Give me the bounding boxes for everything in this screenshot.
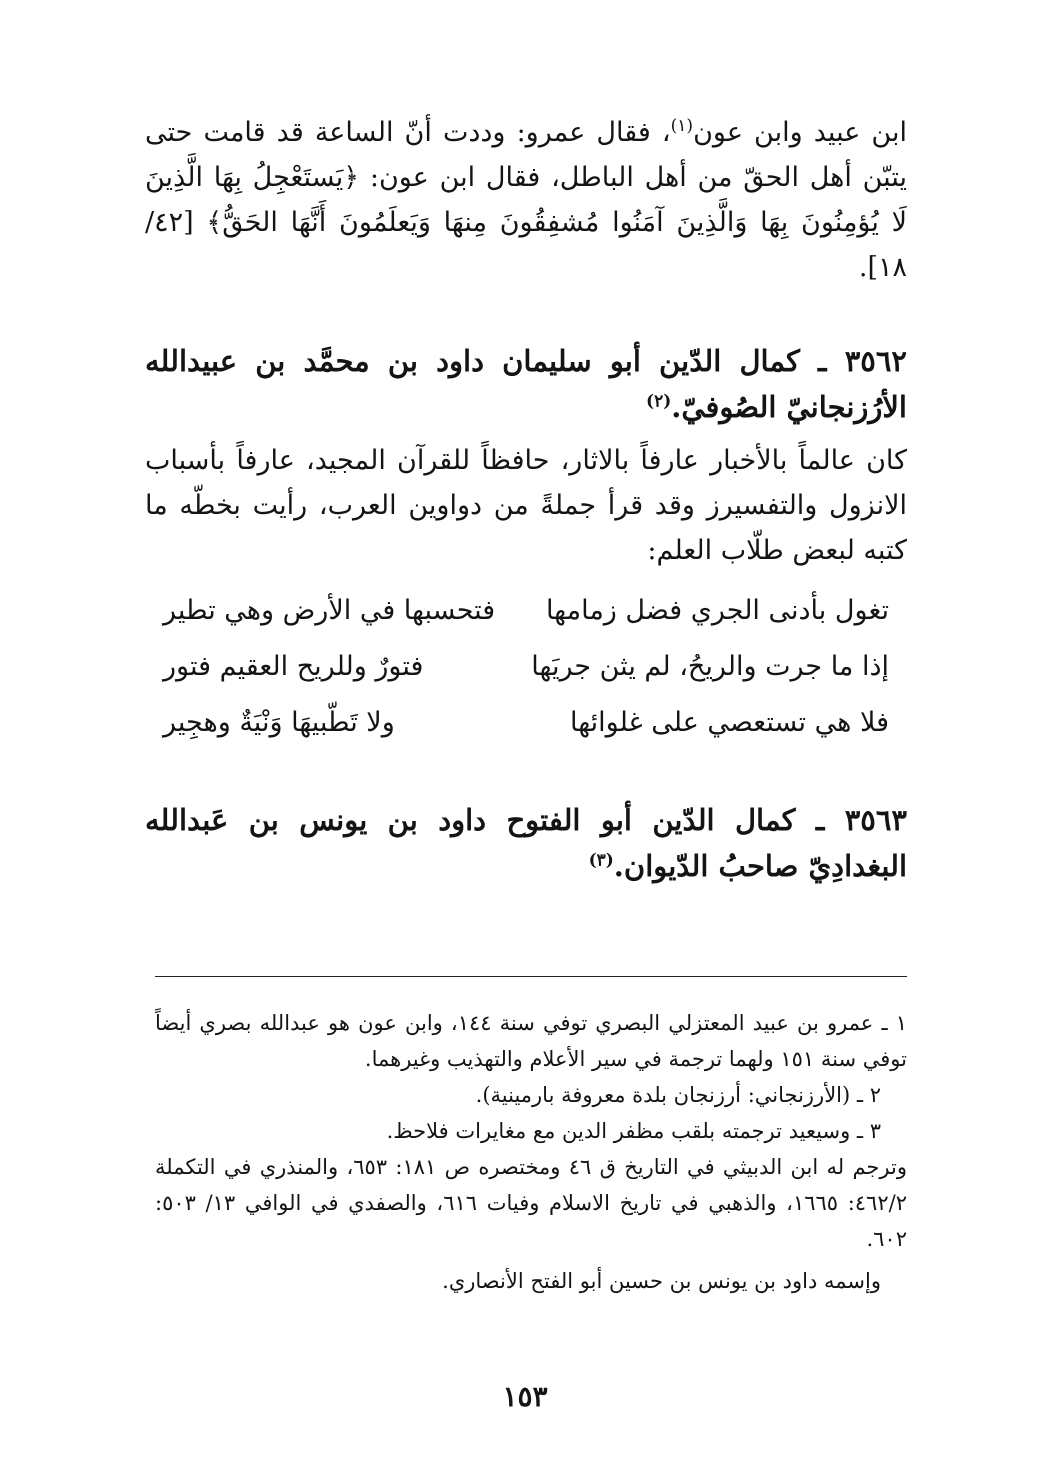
verse-second-hemistich: فتحسبها في الأرض وهي تطير: [163, 595, 496, 626]
poem-verse: [145, 583, 907, 639]
footnote-1: ١ ـ عمرو بن عبيد المعتزلي البصري توفي سنة ١٤٤، وابن عون هو عبدالله بصري أيضاً توفي سنة ١٥١ ولهما ترجمة في سير الأعلام والتهذيب وغيرهما.: [155, 1011, 907, 1071]
verse-second-hemistich: فتورٌ وللريح العقيم فتور: [163, 651, 424, 682]
entry-3563-title: ٣٥٦٣ ـ كمال الدّين أبو الفتوح داود بن يونس بن عَبدالله البغدادِيّ صاحبُ الدّيوان.: [145, 803, 907, 883]
page-number: ١٥٣: [502, 1380, 548, 1413]
verse-first-hemistich: إذا ما جرت والريحُ، لم يثن جريَها: [531, 651, 889, 682]
entry-3562-paragraph: كان عالماً بالأخبار عارفاً بالاثار، حافظاً للقرآن المجيد، عارفاً بأسباب الانزول والتفسيرز وقد قرأ جملةً من دواوين العرب، رأيت بخطّه ما كتبه لبعض طلّاب العلم:: [145, 445, 907, 566]
poem-verse: [145, 639, 907, 695]
footnote-3-name: وإسمه داود بن يونس بن حسين أبو الفتح الأنصاري.: [442, 1269, 881, 1293]
entry-3563-heading: [145, 797, 907, 889]
verse-first-hemistich: فلا هي تستعصي على غلوائها: [569, 707, 889, 738]
footnote-3: ٣ ـ وسيعيد ترجمته بلقب مظفر الدين مع مغايرات فلاحظ.: [386, 1119, 881, 1143]
verse-second-hemistich: ولا تَطّبيهَا وَنْيَةٌ وهجِير: [163, 707, 395, 738]
verse-first-hemistich: تغول بأدنى الجري فضل زمامها: [545, 595, 889, 626]
intro-paragraph: [145, 110, 907, 290]
footnote-divider: [155, 976, 907, 977]
footnote-ref-2[interactable]: (٢): [646, 391, 672, 412]
footnote-3-continuation: وترجم له ابن الدبيثي في التاريخ ق ٤٦ ومختصره ص ١٨١: ٦٥٣، والمنذري في التكملة ٤٦٢/٢: ١٦٦٥، والذهبي في تاريخ الاسلام وفيات ٦١٦، والصفدي في الوافي ١٣/ ٥٠٣: ٦٠٢.: [155, 1155, 907, 1251]
footnotes: [155, 1005, 907, 1299]
page-body: [145, 110, 907, 889]
footnote-ref-1[interactable]: (١): [670, 116, 694, 136]
footnote-ref-3[interactable]: (٣): [588, 850, 614, 871]
footnote-2: ٢ ـ (الأرزنجاني: أرزنجان بلدة معروفة بارمينية).: [475, 1083, 881, 1107]
poem-verse: [145, 695, 907, 751]
intro-text-rest: ، فقال عمرو: وددت أنّ الساعة قد قامت حتى يتبّن أهل الحقّ من أهل الباطل، فقال ابن عون: ﴿يَستَعْجِلُ بِهَا الَّذِينَ لَا يُؤمِنُونَ بِهَا وَالَّذِينَ آمَنُوا مُشفِقُونَ مِنهَا وَيَعلَمُونَ أَنَّهَا الحَقُّ﴾ [٤٢/ ١٨].: [145, 117, 907, 283]
poem: [145, 583, 907, 751]
entry-3562-heading: [145, 338, 907, 430]
intro-text-start: ابن عبيد وابن عون: [693, 117, 907, 148]
entry-3562-title: ٣٥٦٢ ـ كمال الدّين أبو سليمان داود بن محمَّد بن عبيدالله الأرُزنجانيّ الصُوفيّ.: [145, 344, 907, 424]
